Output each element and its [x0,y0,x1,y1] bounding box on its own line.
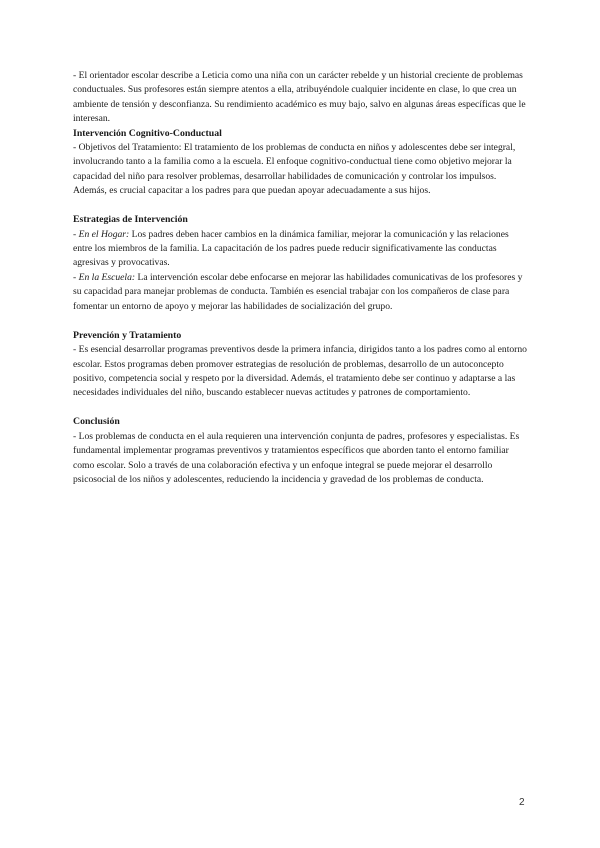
prevention-paragraph: - Es esencial desarrollar programas preventivos desde la primera infancia, dirigidos tanto a los padres como al entorno escolar. Estos programas deben promover estrategias de resolución de problemas, desarrollo de un autoconcepto positivo, competencia social y respeto por la diversidad. Además, el tratamiento debe ser continuo y adaptarse a las necesidades individuales del niño, buscando establecer nuevas actitudes y patrones de comportamiento. [73,344,527,399]
strategies-school-paragraph: - En la Escuela: La intervención escolar debe enfocarse en mejorar las habilidades comunicativas de los profesores y su capacidad para manejar problemas de conducta. También es esencial trabajar con los compañeros de clase para fomentar un entorno de apoyo y mejorar las habilidades de socialización del grupo. [73,271,523,312]
strategies-heading: Estrategias de Intervención [73,214,188,226]
section-spacer [73,199,529,214]
section-spacer [73,401,529,416]
cognitive-paragraph: - Objetivos del Tratamiento: El tratamiento de los problemas de conducta en niños y adolescentes debe ser integral, involucrando tanto a la familia como a la escuela. El enfoque cognitivo-conductual tiene como objetivo mejorar la capacidad del niño para resolver problemas, desarrollar habilidades de comunicación y controlar los impulsos. Además, es crucial capacitar a los padres para que puedan apoyar adecuadamente a sus hijos. [73,142,516,197]
document-page [73,69,529,487]
strategies-home-paragraph: - En el Hogar: Los padres deben hacer cambios en la dinámica familiar, mejorar la comunicación y las relaciones entre los miembros de la familia. La capacitación de los padres puede reducir significativamente las conductas agresivas y provocativas. [73,228,509,269]
cognitive-heading: Intervención Cognitivo-Conductual [73,127,222,139]
school-text: La intervención escolar debe enfocarse en mejorar las habilidades comunicativas de los profesores y su capacidad para manejar problemas de conducta. También es esencial trabajar con los compañeros de clase para fomentar un entorno de apoyo y mejorar las habilidades de socialización del grupo. [73,271,523,312]
page-number: 2 [519,797,525,808]
prevention-heading: Prevención y Tratamiento [73,329,182,341]
conclusion-heading: Conclusión [73,416,120,428]
home-label: En el Hogar: [78,228,130,240]
intro-paragraph: - El orientador escolar describe a Leticia como una niña con un carácter rebelde y un historial creciente de problemas conductuales. Sus profesores están siempre atentos a ella, atribuyéndole cualquier incidente en clase, lo que crea un ambiente de tensión y desconfianza. Su rendimiento académico es muy bajo, salvo en algunas áreas específicas que le interesan. [73,70,526,125]
home-text: Los padres deben hacer cambios en la dinámica familiar, mejorar la comunicación y las relaciones entre los miembros de la familia. La capacitación de los padres puede reducir significativamente las conductas agresivas y provocativas. [73,228,509,269]
conclusion-paragraph: - Los problemas de conducta en el aula requieren una intervención conjunta de padres, profesores y especialistas. Es fundamental implementar programas preventivos y tratamientos específicos que aborden tanto el entorno familiar como escolar. Solo a través de una colaboración efectiva y un enfoque integral se puede mejorar el desarrollo psicosocial de los niños y adolescentes, reduciendo la incidencia y gravedad de los problemas de conducta. [73,430,520,485]
section-spacer [73,314,529,329]
school-label: En la Escuela: [78,271,136,283]
